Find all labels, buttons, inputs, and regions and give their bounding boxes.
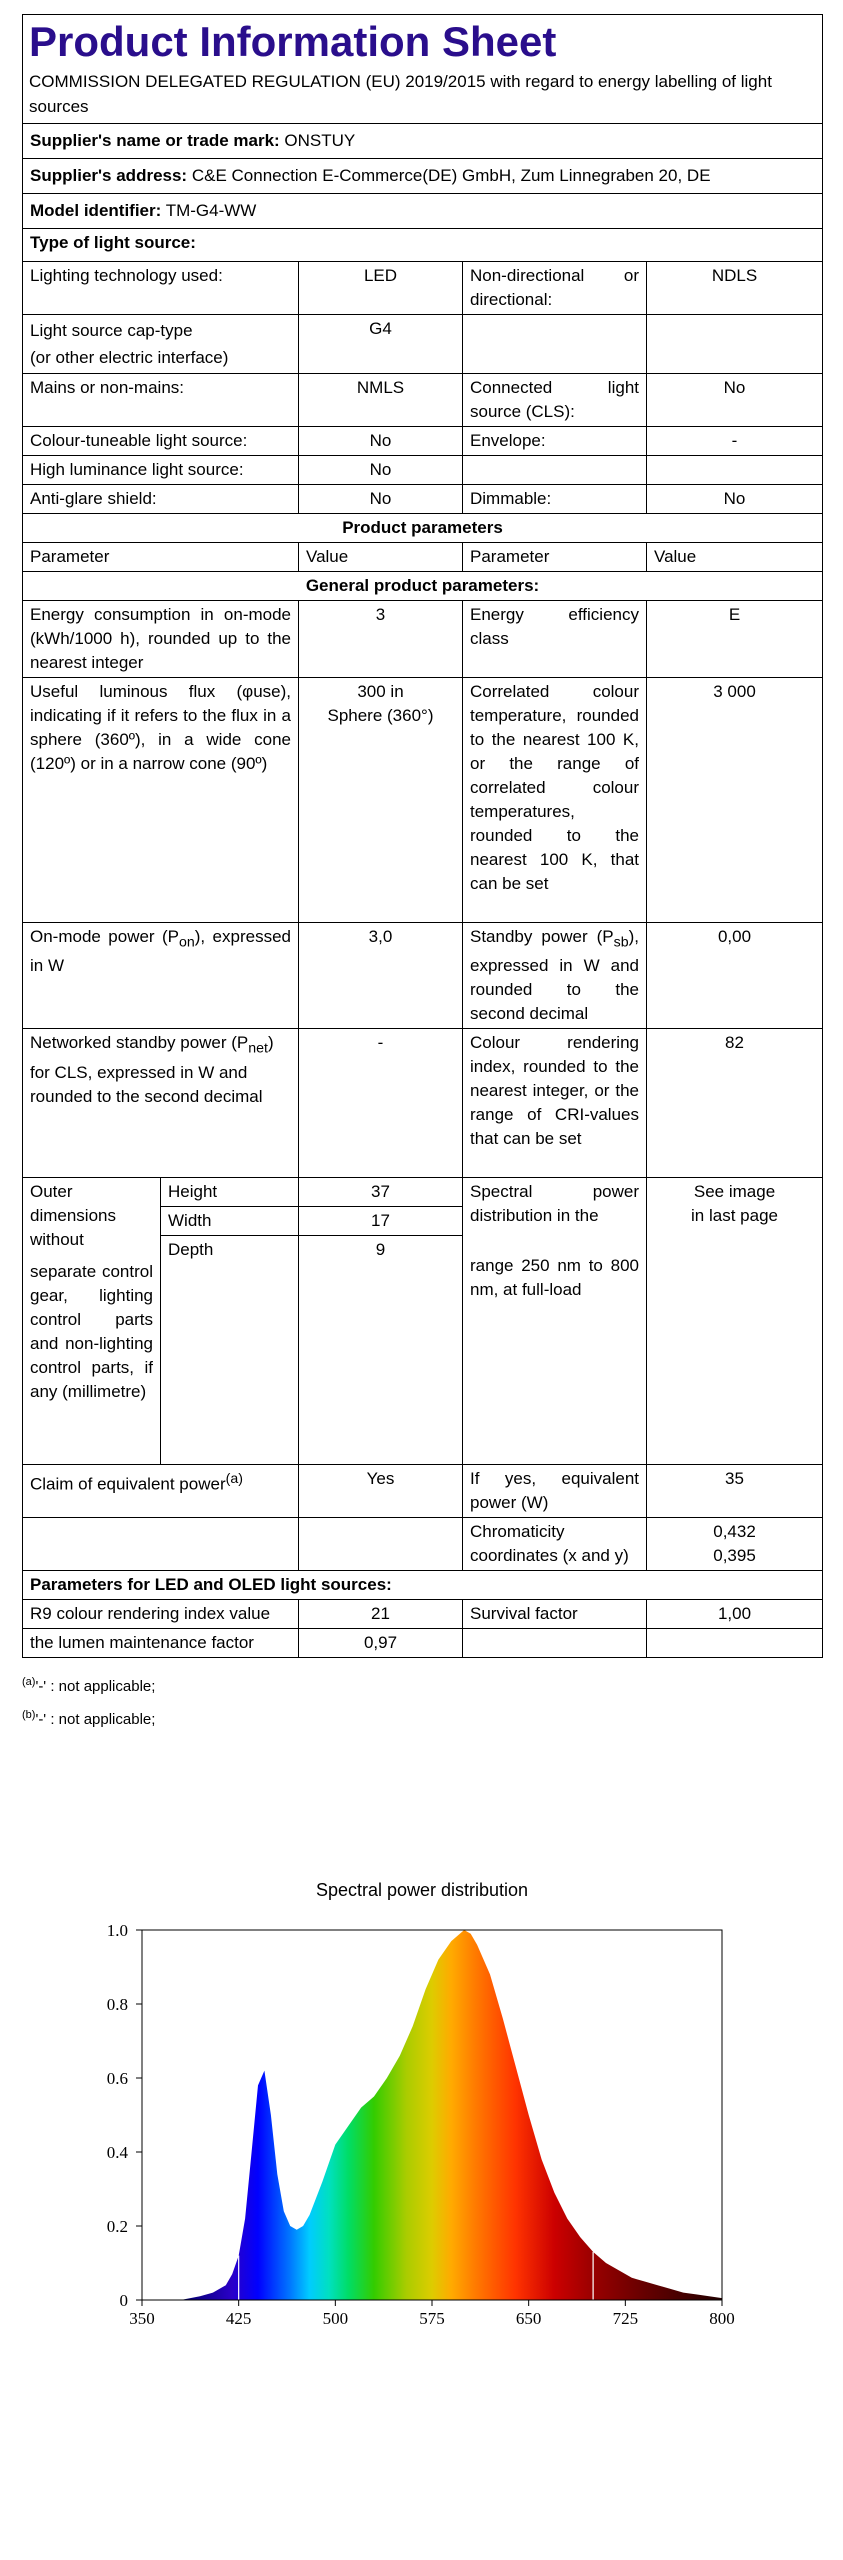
envelope-label: Envelope:	[463, 427, 647, 456]
equiv-power-label: If yes, equivalent power (W)	[463, 1465, 647, 1518]
light-source-type-header: Type of light source:	[23, 229, 823, 262]
footnotes	[22, 1668, 155, 1734]
product-info-sheet	[22, 14, 822, 1658]
luminous-flux-label: Useful luminous flux (φuse), indicating if it refers to the flux in a sphere (360º), in a wide cone (120º) or in a narrow cone (90º)	[23, 678, 299, 923]
spectral-distribution-value	[647, 1178, 823, 1465]
networked-standby-label-b: ) for CLS, expressed in W and rounded to the second decimal	[30, 1033, 274, 1106]
mains-label: Mains or non-mains:	[23, 374, 299, 427]
general-parameters-header: General product parameters:	[23, 572, 823, 601]
spectral-label-line1: Spectral power distribution in the	[470, 1182, 639, 1226]
model-identifier-value: TM-G4-WW	[165, 201, 257, 220]
supplier-address-row	[23, 159, 823, 194]
standby-power-label-a: Standby power (P	[470, 927, 614, 946]
spectrum-area	[181, 1930, 722, 2300]
networked-standby-sub: net	[248, 1040, 268, 1057]
y-tick-label: 0.6	[106, 2069, 128, 2088]
equiv-power-value: 35	[647, 1465, 823, 1518]
page-title: Product Information Sheet	[29, 18, 557, 65]
footnote-b	[22, 1701, 155, 1734]
x-tick-label: 725	[612, 2309, 639, 2328]
product-parameters-header: Product parameters	[23, 514, 823, 543]
efficiency-class-label: Energy efficiency class	[463, 601, 647, 678]
model-identifier-label: Model identifier:	[30, 201, 162, 220]
efficiency-class-value: E	[647, 601, 823, 678]
standby-power-value: 0,00	[647, 923, 823, 1029]
supplier-name-value: ONSTUY	[284, 131, 356, 150]
chromaticity-y: 0,395	[713, 1546, 756, 1566]
equiv-power-claim-label	[23, 1465, 299, 1518]
outer-dimensions-label-line1: Outer dimensions without	[30, 1182, 116, 1250]
height-value: 37	[299, 1178, 463, 1207]
r9-value: 21	[299, 1600, 463, 1629]
footnote-b-text: '-' : not applicable;	[35, 1711, 156, 1728]
depth-label: Depth	[161, 1236, 299, 1465]
r9-label: R9 colour rendering index value	[23, 1600, 299, 1629]
on-mode-power-label-a: On-mode power (P	[30, 927, 179, 946]
cls-value: No	[647, 374, 823, 427]
equiv-power-claim-value: Yes	[299, 1465, 463, 1518]
title-cell	[23, 15, 823, 124]
energy-consumption-label: Energy consumption in on-mode (kWh/1000 h), rounded up to the nearest integer	[23, 601, 299, 678]
lighting-tech-value: LED	[299, 262, 463, 315]
empty-cell	[647, 315, 823, 374]
equiv-power-claim-text: Claim of equivalent power	[30, 1475, 226, 1495]
cct-label: Correlated colour temperature, rounded to the nearest 100 K, or the range of correlated colour temperatures, rounded to the nearest 100 K, that can be set	[463, 678, 647, 923]
supplier-name-label: Supplier's name or trade mark:	[30, 131, 280, 150]
luminous-flux-value-line2: Sphere (360°)	[327, 706, 434, 725]
empty-cell	[647, 456, 823, 485]
spectral-chart-svg	[82, 1880, 762, 2370]
y-tick-label: 0	[119, 2291, 128, 2310]
footnote-a-sup: (a)	[22, 1676, 36, 1688]
supplier-name-row	[23, 124, 823, 159]
depth-value: 9	[299, 1236, 463, 1465]
networked-standby-value: -	[299, 1029, 463, 1178]
x-tick-label: 650	[515, 2309, 542, 2328]
supplier-address-label: Supplier's address:	[30, 166, 188, 185]
supplier-address-value: C&E Connection E-Commerce(DE) GmbH, Zum Linnegraben 20, DE	[191, 166, 711, 185]
dimmable-label: Dimmable:	[463, 485, 647, 514]
x-tick-label: 800	[709, 2309, 735, 2328]
chromaticity-label: Chromaticity coordinates (x and y)	[463, 1518, 647, 1571]
chart-title: Spectral power distribution	[315, 1880, 529, 1900]
luminous-flux-value-line1: 300 in	[357, 682, 404, 701]
cap-type-value: G4	[299, 315, 463, 374]
spectral-value-line2: in last page	[691, 1206, 778, 1226]
spectral-chart	[82, 1880, 762, 2370]
col-header-value: Value	[647, 543, 823, 572]
anti-glare-label: Anti-glare shield:	[23, 485, 299, 514]
col-header-value: Value	[299, 543, 463, 572]
y-tick-label: 0.8	[106, 1995, 128, 2014]
x-tick-label: 575	[419, 2309, 445, 2328]
outer-dimensions-label-line2: separate control gear, lighting control parts and non-lighting control parts, if any (millimetre)	[30, 1262, 153, 1402]
lumen-maintenance-label: the lumen maintenance factor	[23, 1629, 299, 1658]
led-parameters-header: Parameters for LED and OLED light sources:	[23, 1571, 823, 1600]
colour-tuneable-label: Colour-tuneable light source:	[23, 427, 299, 456]
width-value: 17	[299, 1207, 463, 1236]
survival-factor-label: Survival factor	[463, 1600, 647, 1629]
empty-cell	[463, 1629, 647, 1658]
on-mode-power-sub: on	[179, 934, 195, 951]
high-luminance-label: High luminance light source:	[23, 456, 299, 485]
col-header-parameter: Parameter	[23, 543, 299, 572]
empty-cell	[299, 1518, 463, 1571]
model-identifier-row	[23, 194, 823, 229]
colour-tuneable-value: No	[299, 427, 463, 456]
standby-power-label-b: ), expressed in W and rounded to the second decimal	[470, 927, 639, 1024]
on-mode-power-label-b: ), expressed in W	[30, 927, 291, 976]
cri-value: 82	[647, 1029, 823, 1178]
width-label: Width	[161, 1207, 299, 1236]
anti-glare-value: No	[299, 485, 463, 514]
y-tick-label: 0.2	[106, 2217, 128, 2236]
y-tick-label: 1.0	[106, 1921, 128, 1940]
cls-label: Connected light source (CLS):	[463, 374, 647, 427]
empty-cell	[647, 1629, 823, 1658]
y-tick-label: 0.4	[106, 2143, 128, 2162]
networked-standby-label	[23, 1029, 299, 1178]
spectral-distribution-label	[463, 1178, 647, 1465]
chromaticity-x: 0,432	[713, 1522, 756, 1542]
lumen-maintenance-value: 0,97	[299, 1629, 463, 1658]
empty-cell	[23, 1518, 299, 1571]
footnote-a-text: '-' : not applicable;	[35, 1678, 156, 1695]
regulation-text: COMMISSION DELEGATED REGULATION (EU) 2019/2015 with regard to energy labelling of light sources	[29, 72, 772, 116]
on-mode-power-label	[23, 923, 299, 1029]
cap-type-label	[23, 315, 299, 374]
footnote-a	[22, 1668, 155, 1701]
info-table	[22, 14, 823, 1658]
standby-power-sub: sb	[613, 934, 629, 951]
high-luminance-value: No	[299, 456, 463, 485]
on-mode-power-value: 3,0	[299, 923, 463, 1029]
col-header-parameter: Parameter	[463, 543, 647, 572]
directional-label: Non-directional or directional:	[463, 262, 647, 315]
luminous-flux-value	[299, 678, 463, 923]
spectral-value-line1: See image	[693, 1182, 776, 1202]
empty-cell	[463, 456, 647, 485]
height-label: Height	[161, 1178, 299, 1207]
equiv-power-claim-sup: (a)	[225, 1471, 243, 1488]
outer-dimensions-label	[23, 1178, 161, 1465]
dimmable-value: No	[647, 485, 823, 514]
chromaticity-value	[647, 1518, 823, 1571]
mains-value: NMLS	[299, 374, 463, 427]
cct-value: 3 000	[647, 678, 823, 923]
cri-label: Colour rendering index, rounded to the nearest integer, or the range of CRI-values that can be set	[463, 1029, 647, 1178]
cap-type-label-line1: Light source cap-type	[30, 321, 193, 340]
lighting-tech-label: Lighting technology used:	[23, 262, 299, 315]
footnote-b-sup: (b)	[22, 1709, 36, 1721]
envelope-value: -	[647, 427, 823, 456]
energy-consumption-value: 3	[299, 601, 463, 678]
standby-power-label	[463, 923, 647, 1029]
x-tick-label: 500	[322, 2309, 349, 2328]
directional-value: NDLS	[647, 262, 823, 315]
networked-standby-label-a: Networked standby power (P	[30, 1033, 249, 1053]
spectral-label-line2: range 250 nm to 800 nm, at full-load	[470, 1256, 639, 1300]
x-tick-label: 350	[129, 2309, 155, 2328]
cap-type-label-line2: (or other electric interface)	[30, 348, 229, 367]
empty-cell	[463, 315, 647, 374]
x-tick-label: 425	[225, 2309, 252, 2328]
survival-factor-value: 1,00	[647, 1600, 823, 1629]
